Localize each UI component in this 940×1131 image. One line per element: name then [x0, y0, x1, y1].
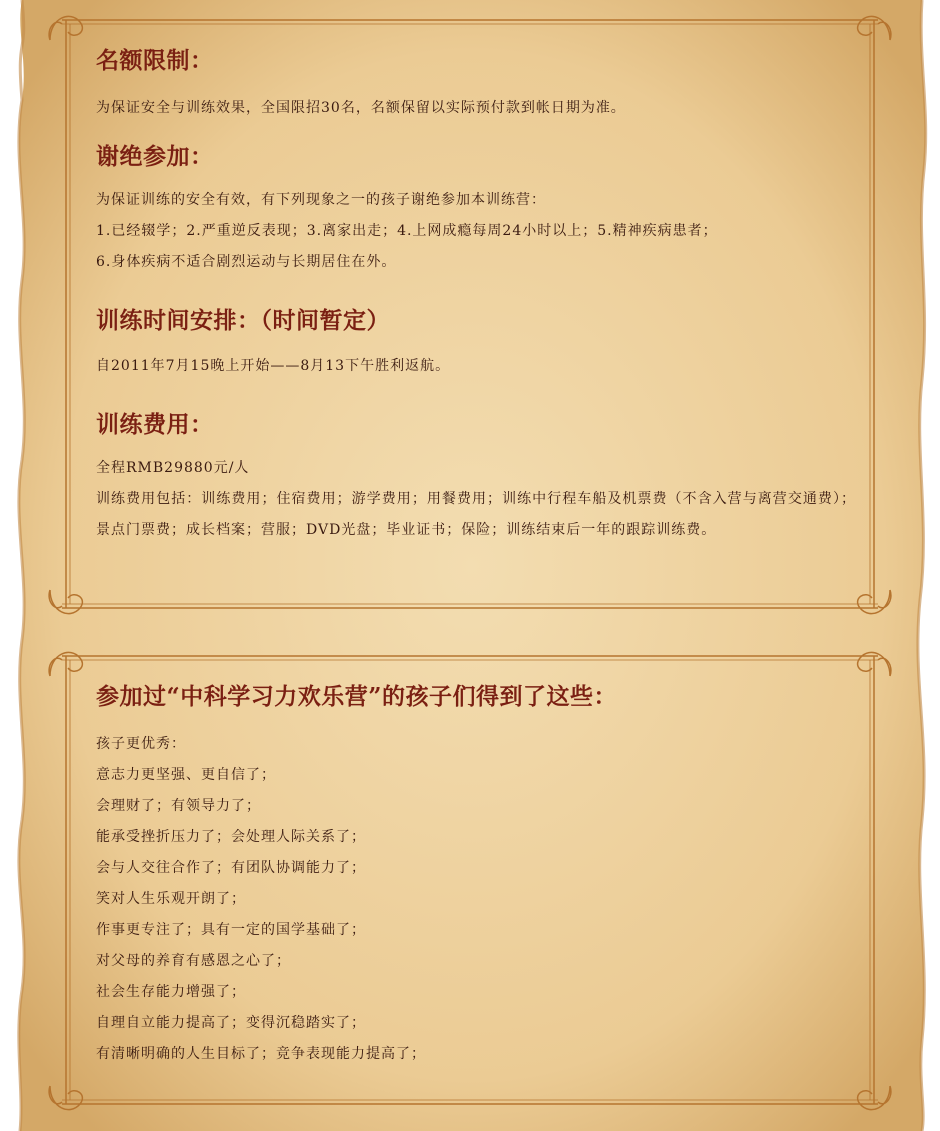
refuse-conditions: 1.已经辍学；2.严重逆反表现；3.离家出走；4.上网成瘾每周24小时以上；5.精神疾病患者； [96, 223, 718, 239]
refuse-conditions-cont: 6.身体疾病不适合剧烈运动与长期居住在外。 [96, 254, 397, 270]
results-line: 有清晰明确的人生目标了；竞争表现能力提高了； [96, 1046, 426, 1062]
fee-price: 全程RMB29880元/人 [96, 460, 250, 476]
fee-section [96, 406, 856, 546]
results-line: 意志力更坚强、更自信了； [96, 767, 276, 783]
fee-details: 训练费用包括：训练费用；住宿费用；游学费用；用餐费用；训练中行程车船及机票费（不含入营与离营交通费）；景点门票费；成长档案；营服；DVD光盘；毕业证书；保险；训练结束后一年的跟踪训练费。 [96, 491, 856, 538]
results-panel [96, 678, 856, 1070]
quota-section [96, 42, 856, 124]
results-line: 自理自立能力提高了；变得沉稳踏实了； [96, 1015, 366, 1031]
results-line: 社会生存能力增强了； [96, 984, 246, 1000]
quota-text: 为保证安全与训练效果，全国限招30名，名额保留以实际预付款到帐日期为准。 [96, 100, 626, 116]
schedule-heading: 训练时间安排：（时间暂定） [96, 307, 390, 334]
schedule-text: 自2011年7月15晚上开始——8月13下午胜利返航。 [96, 358, 451, 374]
results-line: 会与人交往合作了；有团队协调能力了； [96, 860, 366, 876]
results-line: 对父母的养育有感恩之心了； [96, 953, 291, 969]
fee-heading: 训练费用： [96, 411, 214, 438]
results-heading: 参加过“中科学习力欢乐营”的孩子们得到了这些： [96, 683, 617, 710]
camp-info-panel [96, 42, 856, 546]
results-line: 笑对人生乐观开朗了； [96, 891, 246, 907]
results-line: 能承受挫折压力了；会处理人际关系了； [96, 829, 366, 845]
results-line: 孩子更优秀： [96, 736, 186, 752]
schedule-section [96, 302, 856, 382]
results-line: 作事更专注了；具有一定的国学基础了； [96, 922, 366, 938]
refuse-intro: 为保证训练的安全有效，有下列现象之一的孩子谢绝参加本训练营： [96, 192, 546, 208]
results-list [96, 729, 856, 1070]
refuse-section [96, 138, 856, 278]
refuse-heading: 谢绝参加： [96, 143, 214, 170]
quota-heading: 名额限制： [96, 47, 214, 74]
results-line: 会理财了；有领导力了； [96, 798, 261, 814]
